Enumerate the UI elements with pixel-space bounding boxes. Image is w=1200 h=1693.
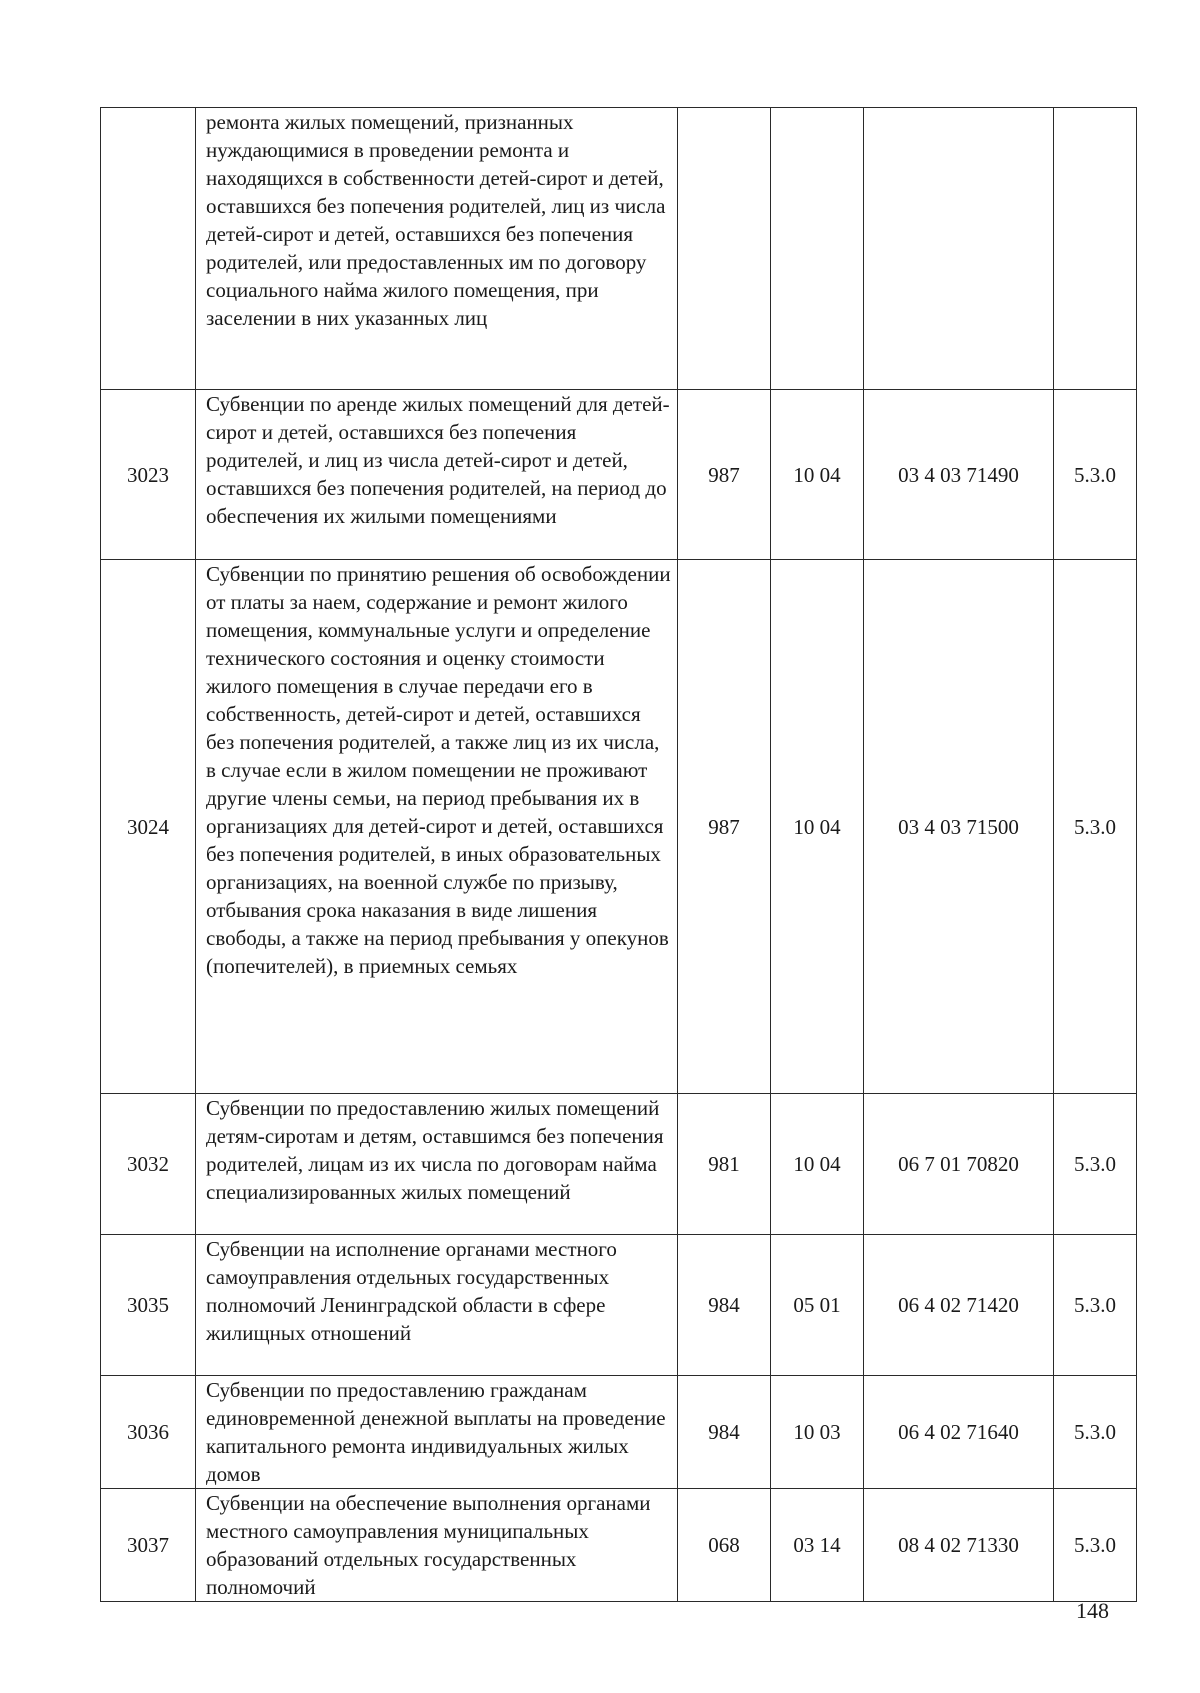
table-row	[101, 390, 1137, 560]
table-row	[101, 108, 1137, 390]
row-target-article: 03 4 03 71490	[864, 390, 1054, 560]
row-version: 5.3.0	[1054, 1489, 1137, 1602]
row-target-article: 06 4 02 71420	[864, 1235, 1054, 1376]
row-admin-code: 984	[678, 1235, 771, 1376]
row-target-article: 03 4 03 71500	[864, 560, 1054, 1094]
row-version: 5.3.0	[1054, 1376, 1137, 1489]
row-version: 5.3.0	[1054, 1094, 1137, 1235]
row-code: 3036	[101, 1376, 196, 1489]
row-section: 03 14	[771, 1489, 864, 1602]
row-target-article: 08 4 02 71330	[864, 1489, 1054, 1602]
row-version	[1054, 108, 1137, 390]
row-code	[101, 108, 196, 390]
table-row	[101, 1489, 1137, 1602]
table-row	[101, 560, 1137, 1094]
row-code: 3035	[101, 1235, 196, 1376]
row-section: 10 04	[771, 1094, 864, 1235]
row-target-article: 06 7 01 70820	[864, 1094, 1054, 1235]
row-code: 3037	[101, 1489, 196, 1602]
row-admin-code: 068	[678, 1489, 771, 1602]
row-code: 3024	[101, 560, 196, 1094]
row-description: Субвенции на обеспечение выполнения органами местного самоуправления муниципальных образований отдельных государственных полномочий	[196, 1489, 678, 1602]
table-row	[101, 1094, 1137, 1235]
row-description: Субвенции по аренде жилых помещений для детей-сирот и детей, оставшихся без попечения родителей, и лиц из числа детей-сирот и детей, оставшихся без попечения родителей, на период до обеспечения их жилыми помещениями	[196, 390, 678, 560]
row-target-article	[864, 108, 1054, 390]
row-code: 3023	[101, 390, 196, 560]
row-admin-code: 987	[678, 390, 771, 560]
row-version: 5.3.0	[1054, 1235, 1137, 1376]
row-version: 5.3.0	[1054, 390, 1137, 560]
row-section: 05 01	[771, 1235, 864, 1376]
row-description: Субвенции по предоставлению гражданам единовременной денежной выплаты на проведение капитального ремонта индивидуальных жилых домов	[196, 1376, 678, 1489]
page-number: 148	[1076, 1598, 1109, 1623]
row-description: Субвенции по предоставлению жилых помещений детям-сиротам и детям, оставшимся без попечения родителей, лицам из их числа по договорам найма специализированных жилых помещений	[196, 1094, 678, 1235]
row-description: Субвенции по принятию решения об освобождении от платы за наем, содержание и ремонт жилого помещения, коммунальные услуги и определение технического состояния и оценку стоимости жилого помещения в случае передачи его в собственность, детей-сирот и детей, оставшихся без попечения родителей, а также лиц из их числа, в случае если в жилом помещении не проживают другие члены семьи, на период пребывания их в организациях для детей-сирот и детей, оставшихся без попечения родителей, в иных образовательных организациях, на военной службе по призыву, отбывания срока наказания в виде лишения свободы, а также на период пребывания у опекунов (попечителей), в приемных семьях	[196, 560, 678, 1094]
row-description: Субвенции на исполнение органами местного самоуправления отдельных государственных полномочий Ленинградской области в сфере жилищных отношений	[196, 1235, 678, 1376]
row-description: ремонта жилых помещений, признанных нуждающимися в проведении ремонта и находящихся в собственности детей-сирот и детей, оставшихся без попечения родителей, лиц из числа детей-сирот и детей, оставшихся без попечения родителей, или предоставленных им по договору социального найма жилого помещения, при заселении в них указанных лиц	[196, 108, 678, 390]
row-code: 3032	[101, 1094, 196, 1235]
row-section: 10 04	[771, 560, 864, 1094]
table-row	[101, 1235, 1137, 1376]
row-admin-code: 984	[678, 1376, 771, 1489]
row-section	[771, 108, 864, 390]
row-admin-code	[678, 108, 771, 390]
row-admin-code: 981	[678, 1094, 771, 1235]
table-row	[101, 1376, 1137, 1489]
row-section: 10 03	[771, 1376, 864, 1489]
row-version: 5.3.0	[1054, 560, 1137, 1094]
row-admin-code: 987	[678, 560, 771, 1094]
row-section: 10 04	[771, 390, 864, 560]
subventions-table	[100, 107, 1137, 1602]
row-target-article: 06 4 02 71640	[864, 1376, 1054, 1489]
